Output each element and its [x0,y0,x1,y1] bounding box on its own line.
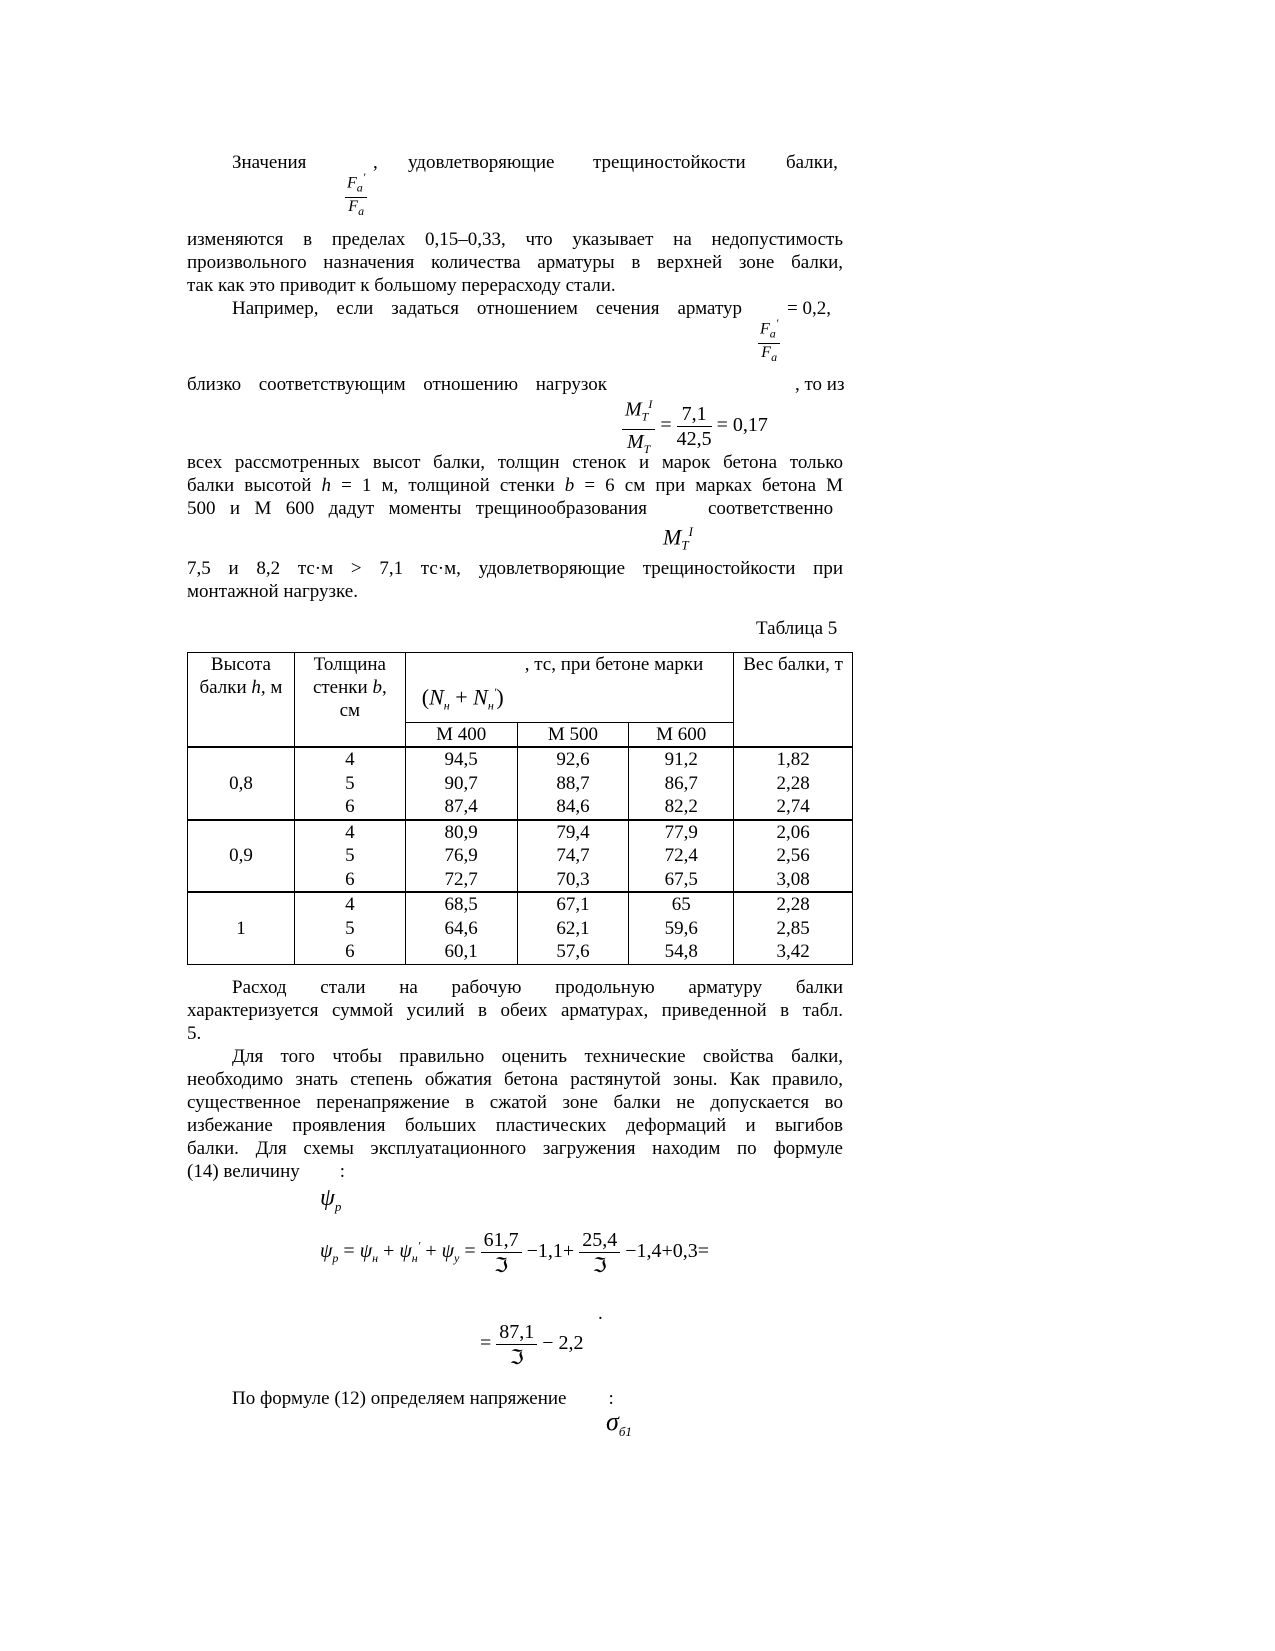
para3-line1: Расход стали на рабочую продольную арматуру балки [232,977,843,998]
para4-line5: балки. Для схемы эксплуатационного загружения находим по формуле [187,1138,843,1159]
para2-line4: балки высотой h = 1 м, толщиной стенки b = 6 см при марках бетона М [187,475,844,496]
para2-eq: = 0,2, [787,298,831,319]
header-weight: Вес балки, т [734,653,853,748]
table-row: 0,8 4 5 6 94,5 90,7 87,4 92,6 88,7 84,6 91,2 86,7 82,2 1,82 2,28 2,74 [188,747,853,820]
header-force: , тс, при бетоне марки $(N_н + N_н')$ [405,653,733,723]
para4-line3: существенное перенапряжение в сжатой зоне балки не допускается во [187,1092,843,1113]
fraction-fa-prime-over-fa-2: $\frac{F_a'}{F_a}$ [760,316,779,364]
header-m500: М 500 [517,723,629,748]
para2-line1: Например, если задаться отношением сечения арматур [232,298,742,319]
header-m600: М 600 [629,723,734,748]
para4-line1: Для того чтобы правильно оценить технические свойства балки, [232,1046,843,1067]
para4-line2: необходимо знать степень обжатия бетона растянутой зоны. Как правило, [187,1069,843,1090]
para5-line1: По формуле (12) определяем напряжение : [232,1388,614,1409]
para4-line4: избежание проявления больших пластических деформаций и выгибов [187,1115,843,1136]
para3-line3: 5. [187,1023,202,1044]
para2-tail2: соответственно [708,498,834,519]
table-5 [187,652,853,965]
para1-line4: так как это приводит к большому перерасходу стали. [187,275,616,296]
formula-psi-p: $\psi_р = \psi_н + \psi_н' + \psi_у$ = 61,7 ℑ −1,1+ 25,4 ℑ −1,4+0,3= [320,1229,710,1277]
para3-line2: характеризуется суммой усилий в обеих арматурах, приведенной в табл. [187,1000,843,1021]
fraction-fa-prime-over-fa: $\frac{F_a'}{F_a}$ [347,170,366,218]
formula-moment-ratio: $M_T^I$ $M_T$ = $\frac{7,1}{42,5}$ = 0,17 [622,392,768,461]
table-row: 1 4 5 6 68,5 64,6 60,1 67,1 62,1 57,6 65 59,6 54,8 2,28 2,85 3,42 [188,892,853,964]
header-m400: М 400 [405,723,517,748]
header-height: Высота балки h, м [188,653,295,748]
symbol-mt-i: $M_T^I$ [663,524,693,553]
formula-psi-p-result: = 87,1 ℑ − 2,2 [480,1321,584,1369]
symbol-psi-p: $\psi_р$ [320,1185,342,1214]
para2-line3: всех рассмотренных высот балки, толщин стенок и марок бетона только [187,452,843,473]
document-page: Значения , удовлетворяющие трещиностойкости балки, $\frac{F_a'}{F_a}$ изменяются в пределах 0,15–0,33, что указывает на недопустимость произвольного назначения количества арматуры в верхней зоне балки, так как это приводит к большому перерасходу стали. Например, если задаться отношением сечения арматур = 0,2, $\frac{F_a'}{F_a}$ близко соответствующим отношению нагрузок , то из $M_T^I$ $M_T$ = $\frac{7,1}{42,5}$ = 0,17 всех рассмотренных высот балки, толщин стенок и марок бетона только балки высотой h = 1 м, толщиной стенки b = 6 см при марках бетона М 500 и М 600 дадут моменты трещинообразования соответственно $M_T^I$ 7,5 и 8,2 тс·м > 7,1 тс·м, удовлетворяющие трещиностойкости при монтажной нагрузке. Таблица 5 Высота балки h, м Толщина стенки b, см , тс, при бетоне марки $(N_н + N_н')$ Вес балки, т М 400 М 500 М 600 0,8 4 5 6 94,5 90,7 87,4 92,6 88,7 84,6 91,2 86,7 82,2 1,82 2,28 2,74 0,9 4 5 6 80,9 76,9 72,7 79,4 74,7 70,3 77,9 72,4 67,5 2,06 2,56 3,08 1 4 5 6 68,5 64,6 60,1 67,1 62,1 57,6 65 59,6 54,8 2,28 2,85 3,42 Расход стали на рабочую продольную арматуру балки характеризуется суммой усилий в обеих арматурах, приведенной в табл. 5. Для того чтобы правильно оценить технические свойства балки, необходимо знать степень обжатия бетона растянутой зоны. Как правило, существенное перенапряжение в сжатой зоне балки не допускается во избежание проявления больших пластических деформаций и выгибов балки. Для схемы эксплуатационного загружения находим по формуле (14) величину : $\psi_р$ $\psi_р = \psi_н + \psi_н' + \psi_у$ = 61,7 ℑ −1,1+ 25,4 ℑ −1,4+0,3= . = 87,1 ℑ − 2,2 По формуле (12) определяем напряжение : $\sigma_{б1}$ [0,0,1275,1651]
para2-line7: монтажной нагрузке. [187,581,358,602]
table-caption: Таблица 5 [756,618,838,639]
para2-tail: , то из [795,374,845,395]
para2-line6: 7,5 и 8,2 тс·м > 7,1 тс·м, удовлетворяющие трещиностойкости при [187,558,843,579]
header-thickness: Толщина стенки b, см [294,653,405,748]
para1-line2: изменяются в пределах 0,15–0,33, что указывает на недопустимость [187,229,843,250]
para2-line5: 500 и М 600 дадут моменты трещинообразования [187,498,647,519]
symbol-sigma-b1: $\sigma_{б1}$ [606,1407,632,1440]
para2-line2: близко соответствующим отношению нагрузок [187,374,607,395]
table-row: 0,9 4 5 6 80,9 76,9 72,7 79,4 74,7 70,3 77,9 72,4 67,5 2,06 2,56 3,08 [188,820,853,893]
para4-line6: (14) величину : [187,1161,346,1182]
para1-line3: произвольного назначения количества арматуры в верхней зоне балки, [187,252,843,273]
formula-dot: . [598,1303,603,1324]
